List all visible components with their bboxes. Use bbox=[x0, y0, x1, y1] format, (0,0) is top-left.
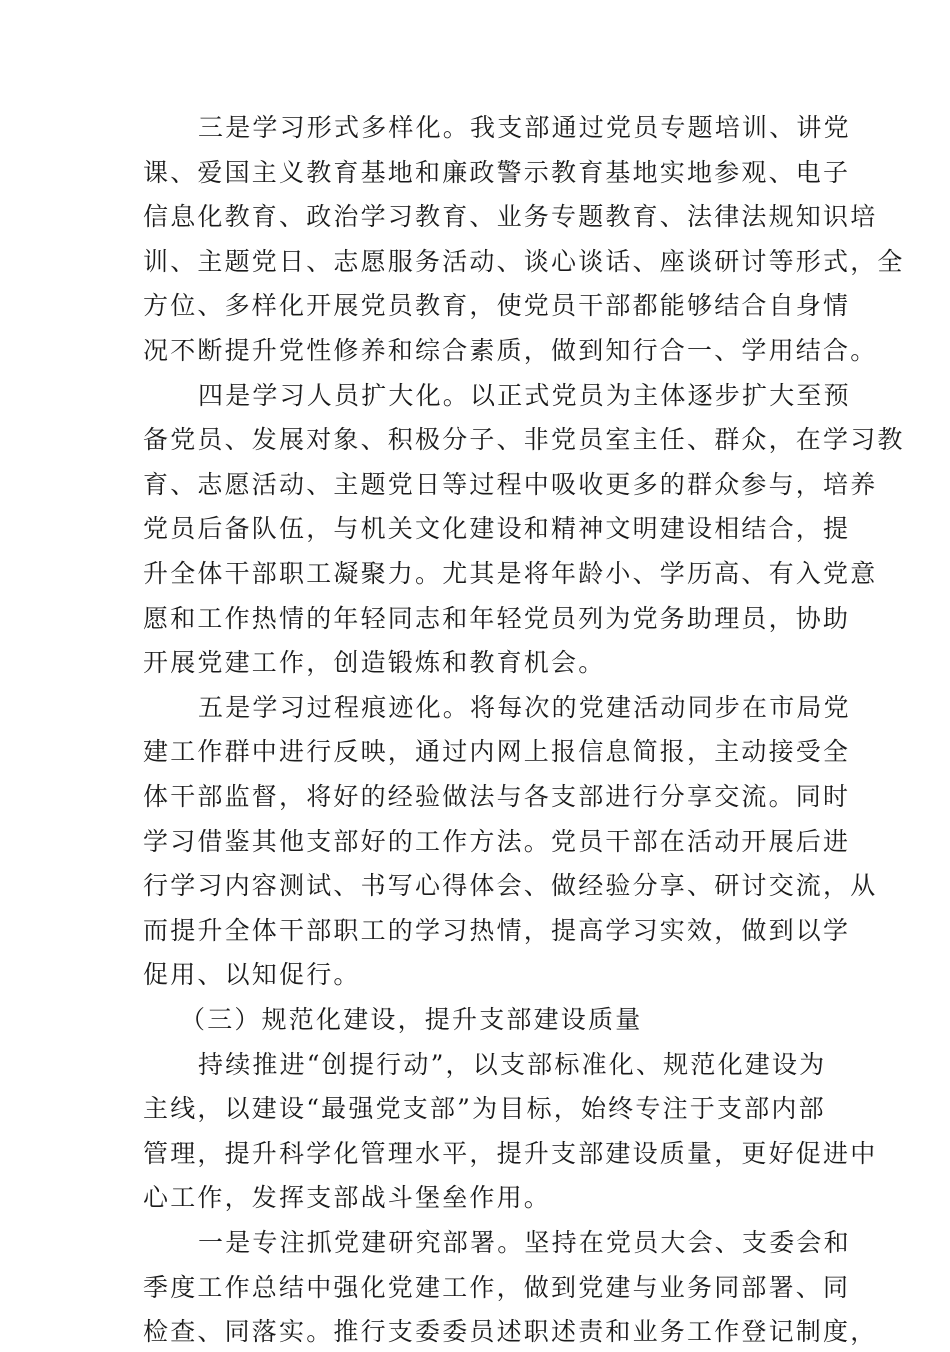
text-line: 体干部监督，将好的经验做法与各支部进行分享交流。同时 bbox=[143, 782, 851, 811]
text-line: 育、志愿活动、主题党日等过程中吸收更多的群众参与，培养 bbox=[143, 469, 878, 499]
text-line: 促用、以知促行。 bbox=[143, 960, 361, 990]
text-line: 课、爱国主义教育基地和廉政警示教育基地实地参观、电子 bbox=[143, 157, 851, 187]
text-line: 三是学习形式多样化。我支部通过党员专题培训、讲党 bbox=[198, 113, 851, 142]
text-line: 四是学习人员扩大化。以正式党员为主体逐步扩大至预 bbox=[198, 380, 851, 410]
text-line: 开展党建工作，创造锻炼和教育机会。 bbox=[143, 648, 606, 678]
text-line: 愿和工作热情的年轻同志和年轻党员列为党务助理员，协助 bbox=[143, 603, 851, 633]
text-line: 建工作群中进行反映，通过内网上报信息简报，主动接受全 bbox=[143, 737, 851, 767]
text-line: 检查、同落实。推行支委委员述职述责和业务工作登记制度， bbox=[143, 1317, 878, 1347]
text-line: 季度工作总结中强化党建工作，做到党建与业务同部署、同 bbox=[143, 1272, 851, 1302]
text-line: 备党员、发展对象、积极分子、非党员室主任、群众，在学习教 bbox=[143, 425, 905, 455]
text-line: 学习借鉴其他支部好的工作方法。党员干部在活动开展后进 bbox=[143, 826, 851, 856]
text-line: 管理，提升科学化管理水平，提升支部建设质量，更好促进中 bbox=[143, 1138, 878, 1168]
text-line: 况不断提升党性修养和综合素质，做到知行合一、学用结合。 bbox=[143, 336, 878, 365]
text-line: 信息化教育、政治学习教育、业务专题教育、法律法规知识培 bbox=[143, 202, 878, 232]
text-line: 心工作，发挥支部战斗堡垒作用。 bbox=[143, 1183, 552, 1213]
text-line: 方位、多样化开展党员教育，使党员干部都能够结合自身情 bbox=[143, 291, 851, 321]
text-line: 一是专注抓党建研究部署。坚持在党员大会、支委会和 bbox=[198, 1228, 851, 1257]
text-line: 持续推进“创提行动”，以支部标准化、规范化建设为 bbox=[198, 1049, 827, 1079]
text-line: 升全体干部职工凝聚力。尤其是将年龄小、学历高、有入党意 bbox=[143, 559, 878, 588]
text-line: 而提升全体干部职工的学习热情，提高学习实效，做到以学 bbox=[143, 915, 851, 945]
text-line: 党员后备队伍，与机关文化建设和精神文明建设相结合，提 bbox=[143, 514, 851, 544]
text-line: 五是学习过程痕迹化。将每次的党建活动同步在市局党 bbox=[198, 692, 851, 722]
text-line: 主线，以建设“最强党支部”为目标，始终专注于支部内部 bbox=[143, 1094, 826, 1124]
section-heading: （三）规范化建设，提升支部建设质量 bbox=[180, 1005, 643, 1034]
text-line: 行学习内容测试、书写心得体会、做经验分享、研讨交流，从 bbox=[143, 871, 878, 901]
text-line: 训、主题党日、志愿服务活动、谈心谈话、座谈研讨等形式，全 bbox=[143, 246, 905, 276]
